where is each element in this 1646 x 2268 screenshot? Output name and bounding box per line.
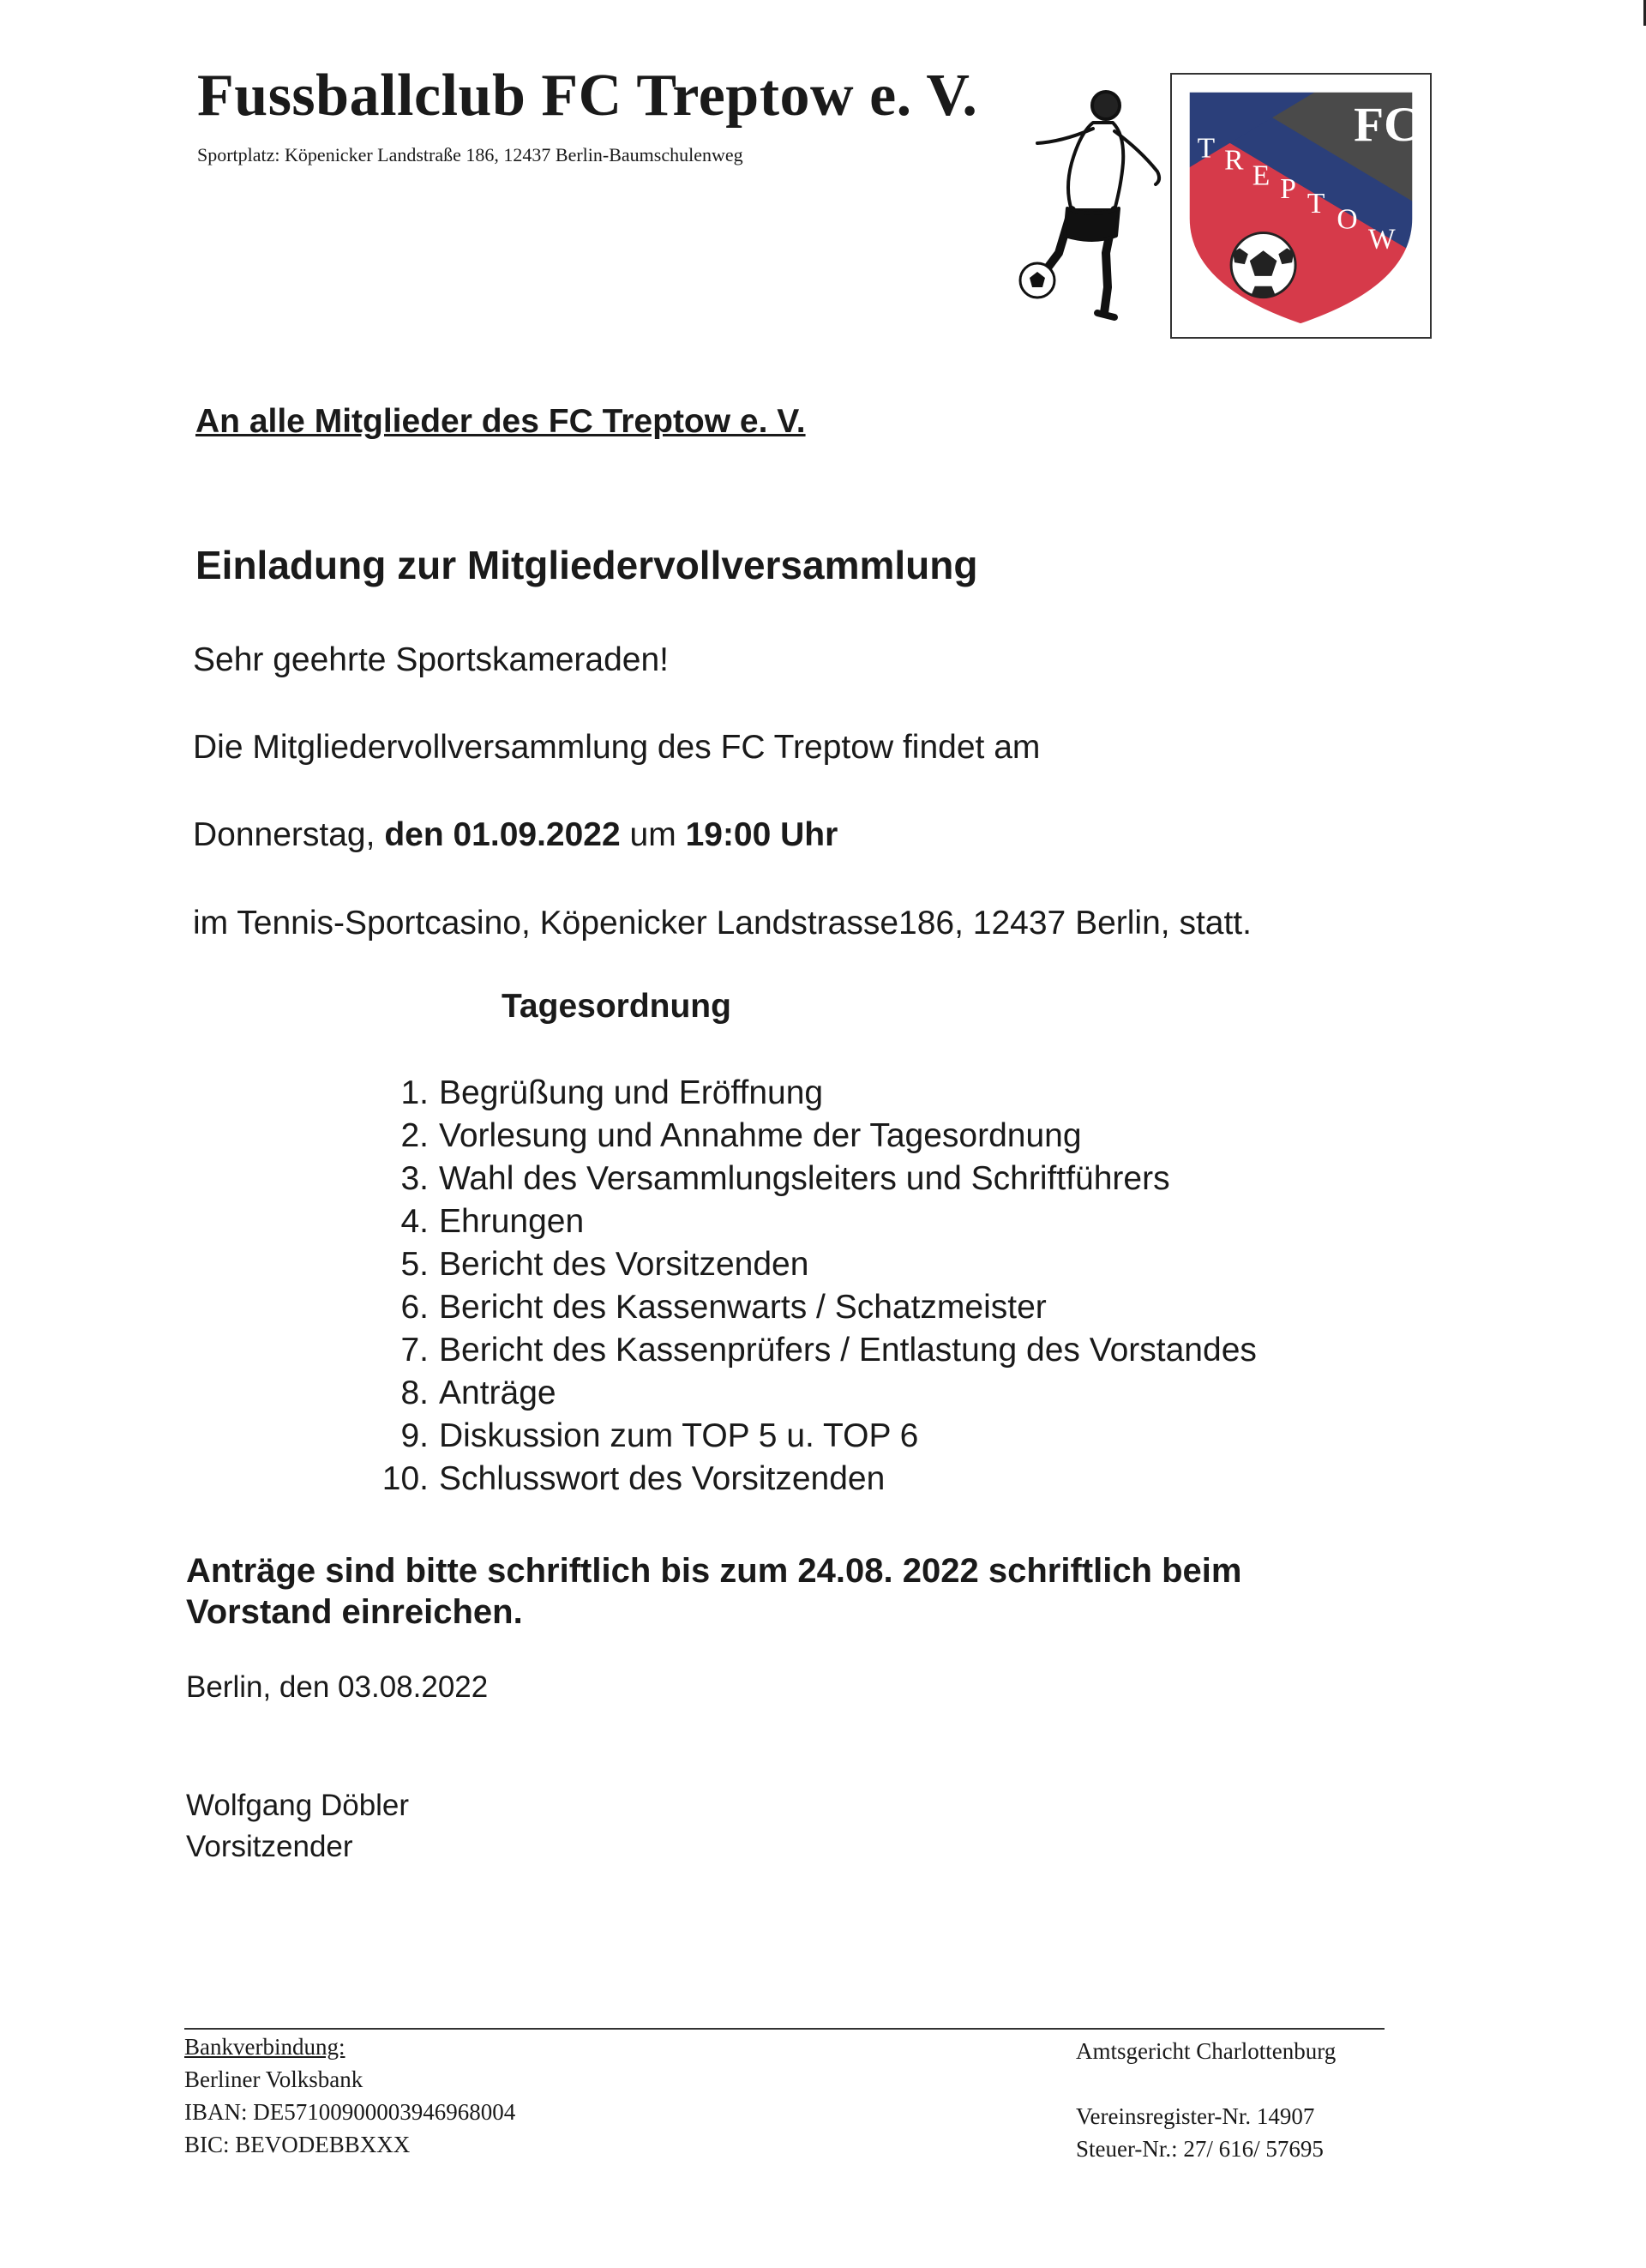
agenda-text: Schlusswort des Vorsitzenden (439, 1460, 886, 1497)
agenda-list (360, 1072, 1257, 1501)
agenda-item (360, 1372, 1257, 1415)
logo-letter: E (1252, 159, 1271, 192)
time-value: 19:00 Uhr (685, 816, 838, 853)
agenda-item (360, 1458, 1257, 1501)
signature-block (186, 1785, 409, 1868)
club-logo (1170, 73, 1432, 339)
agenda-number: 2. (400, 1117, 429, 1154)
agenda-item (360, 1329, 1257, 1372)
agenda-number: 5. (400, 1246, 429, 1283)
agenda-number: 1. (400, 1074, 429, 1111)
logo-letter: T (1197, 132, 1216, 165)
meeting-date (193, 816, 838, 854)
iban: IBAN: DE57100900003946968004 (184, 2099, 516, 2125)
submission-note (186, 1550, 1386, 1633)
salutation: Sehr geehrte Sportskameraden! (193, 641, 669, 678)
agenda-number: 6. (400, 1289, 429, 1326)
club-crest-icon (1172, 75, 1430, 337)
agenda-number: 3. (400, 1160, 429, 1197)
letter-title: Einladung zur Mitgliedervollversammlung (195, 543, 978, 587)
logo-letter: R (1224, 144, 1244, 177)
agenda-text: Ehrungen (439, 1203, 585, 1240)
venue-text: im Tennis-Sportcasino, Köpenicker Landstrasse186, 12437 Berlin, statt. (193, 905, 1252, 941)
signer-name: Wolfgang Döbler (186, 1789, 410, 1822)
agenda-item (360, 1286, 1257, 1329)
tax-number: Steuer-Nr.: 27/ 616/ 57695 (1076, 2136, 1324, 2162)
logo-letter: T (1307, 187, 1325, 220)
agenda-item (360, 1243, 1257, 1286)
date-value: den 01.09.2022 (384, 816, 621, 853)
note-line: Anträge sind bitte schriftlich bis zum 24.08. 2022 schriftlich beim (186, 1552, 1242, 1590)
agenda-text: Diskussion zum TOP 5 u. TOP 6 (439, 1417, 919, 1454)
footer-divider (184, 2028, 1385, 2030)
agenda-text: Bericht des Kassenprüfers / Entlastung des Vorstandes (439, 1332, 1257, 1369)
agenda-text: Begrüßung und Eröffnung (439, 1074, 824, 1111)
intro-text: Die Mitgliedervollversammlung des FC Treptow findet am (193, 729, 1041, 766)
agenda-text: Wahl des Versammlungsleiters und Schriftführers (439, 1160, 1170, 1197)
agenda-text: Anträge (439, 1375, 556, 1411)
agenda-number: 4. (400, 1203, 429, 1240)
agenda-number: 8. (400, 1375, 429, 1411)
agenda-item (360, 1072, 1257, 1115)
logo-letter: P (1280, 173, 1296, 206)
agenda-number: 7. (400, 1332, 429, 1369)
logo-fc-text: FC (1354, 98, 1420, 153)
agenda-number: 9. (400, 1417, 429, 1454)
football-player-icon (1012, 81, 1174, 330)
agenda-item (360, 1415, 1257, 1458)
place-date: Berlin, den 03.08.2022 (186, 1670, 489, 1704)
bic: BIC: BEVODEBBXXX (184, 2132, 411, 2157)
agenda-item (360, 1200, 1257, 1243)
agenda-text: Bericht des Vorsitzenden (439, 1246, 809, 1283)
agenda-number: 10. (381, 1460, 429, 1497)
date-connector: um (629, 816, 676, 853)
court-name: Amtsgericht Charlottenburg (1076, 2038, 1337, 2064)
agenda-title: Tagesordnung (502, 988, 731, 1025)
club-address: Sportplatz: Köpenicker Landstraße 186, 12437 Berlin-Baumschulenweg (197, 144, 743, 165)
register-details (1076, 2035, 1336, 2165)
logo-letter: W (1367, 223, 1396, 256)
bank-details (184, 2030, 515, 2161)
agenda-text: Vorlesung und Annahme der Tagesordnung (439, 1117, 1082, 1154)
bank-heading: Bankverbindung: (184, 2034, 345, 2060)
recipient-line: An alle Mitglieder des FC Treptow e. V. (195, 403, 806, 440)
logo-letter: O (1337, 203, 1358, 236)
agenda-item (360, 1115, 1257, 1158)
signer-role: Vorsitzender (186, 1830, 353, 1863)
football-icon (1231, 233, 1295, 298)
bank-name: Berliner Volksbank (184, 2066, 363, 2092)
register-number: Vereinsregister-Nr. 14907 (1076, 2103, 1315, 2129)
club-name: Fussballclub FC Treptow e. V. (197, 63, 978, 129)
agenda-item (360, 1158, 1257, 1200)
note-line: Vorstand einreichen. (186, 1593, 523, 1631)
agenda-text: Bericht des Kassenwarts / Schatzmeister (439, 1289, 1047, 1326)
date-prefix: Donnerstag, (193, 816, 375, 853)
